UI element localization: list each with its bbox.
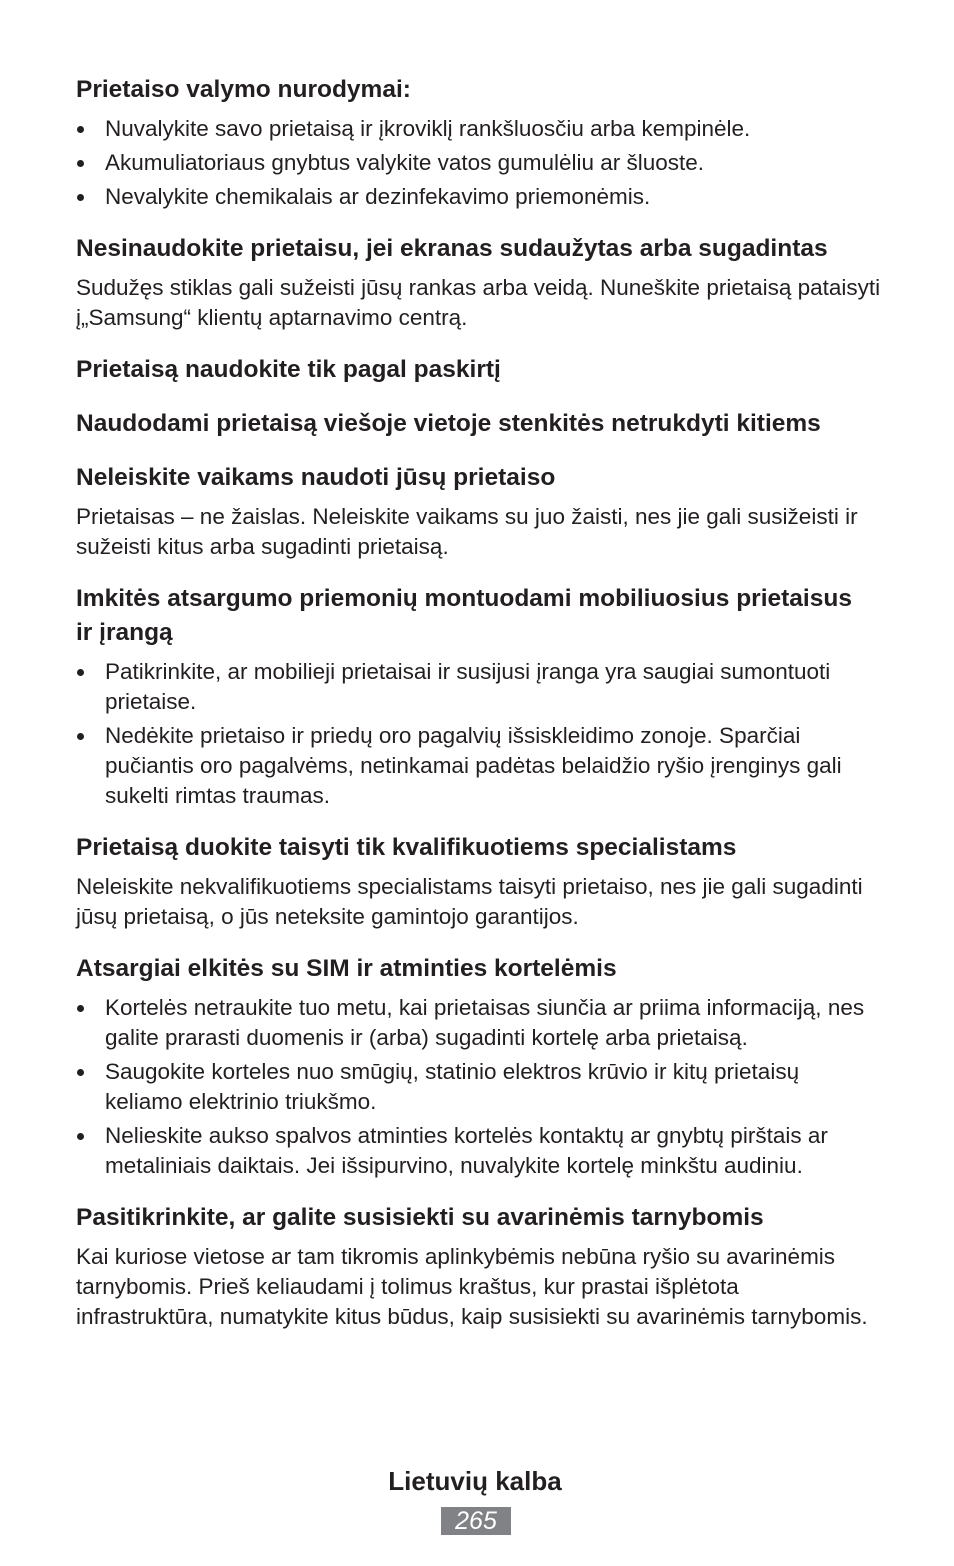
page-number: 265 [441,1507,511,1535]
footer-language-label: Lietuvių kalba [388,1466,562,1496]
list-item-text: pučiantis oro pagalvėms, netinkamai padėtas belaidžio ryšio įrenginys gali [105,753,842,778]
bullet-icon [77,1005,84,1012]
paragraph-line: tarnybomis. Prieš keliaudami į tolimus kraštus, kur prastai išplėtota [76,1274,739,1299]
paragraph-line: infrastruktūra, numatykite kitus būdus, kaip susisiekti su avarinėmis tarnybomis. [76,1304,868,1329]
document-page [76,73,936,1332]
list-item-text: metaliniais daiktais. Jei išsipurvino, nuvalykite kortelę minkštu audiniu. [105,1153,803,1178]
paragraph-line: sužeisti kitus arba sugadinti prietaisą. [76,534,449,559]
section-heading [76,1201,936,1235]
list-item-text: prietaise. [105,689,197,714]
section-cleaning-instructions [76,73,936,212]
list-item-text: Patikrinkite, ar mobilieji prietaisai ir susijusi įranga yra saugiai sumontuoti [105,659,831,684]
bullet-list [76,657,936,811]
paragraph-line: Prietaisas – ne žaislas. Neleiskite vaikams su juo žaisti, nes jie gali susižeisti ir [76,504,858,529]
bullet-icon [77,1133,84,1140]
list-item [76,182,936,212]
heading-line: Imkitės atsargumo priemonių montuodami mobiliuosius prietaisus [76,585,852,612]
section-mobile-installation [76,582,936,811]
paragraph-line: Kai kuriose vietose ar tam tikromis aplinkybėmis nebūna ryšio su avarinėmis [76,1244,836,1269]
heading-line: Prietaisą naudokite tik pagal paskirtį [76,356,501,383]
bullet-list [76,114,936,212]
list-item-text: galite prarasti duomenis ir (arba) sugadinti kortelę arba prietaisą. [105,1025,748,1050]
paragraph-line: Sudužęs stiklas gali sužeisti jūsų rankas arba veidą. Nuneškite prietaisą pataisyti [76,275,881,300]
list-item-text: Kortelės netraukite tuo metu, kai prietaisas siunčia ar priima informaciją, nes [105,995,865,1020]
section-heading [76,831,936,865]
section-qualified-repair [76,831,936,932]
list-item [76,1057,936,1117]
heading-line: Atsargiai elkitės su SIM ir atminties kortelėmis [76,955,617,982]
heading-line: Prietaisą duokite taisyti tik kvalifikuotiems specialistams [76,834,737,861]
paragraph-line: į„Samsung“ klientų aptarnavimo centrą. [76,305,468,330]
section-heading [76,952,936,986]
list-item [76,657,936,717]
section-paragraph [76,872,936,932]
paragraph-line: jūsų prietaisą, o jūs neteksite gamintojo garantijos. [76,904,579,929]
heading-line: Prietaiso valymo nurodymai: [76,76,411,103]
bullet-icon [77,1069,84,1076]
section-paragraph [76,1242,936,1332]
list-item-text: Nelieskite aukso spalvos atminties kortelės kontaktų ar gnybtų pirštais ar [105,1123,828,1148]
list-item-text: Saugokite korteles nuo smūgių, statinio elektros krūvio ir kitų prietaisų [105,1059,800,1084]
section-children [76,461,936,562]
section-heading [76,582,936,650]
bullet-icon [77,194,84,201]
section-public-places [76,407,936,441]
section-sim-memory-cards [76,952,936,1181]
heading-line: Pasitikrinkite, ar galite susisiekti su avarinėmis tarnybomis [76,1204,764,1231]
section-heading [76,232,936,266]
list-item-text: Nevalykite chemikalais ar dezinfekavimo priemonėmis. [105,184,651,209]
heading-line: Neleiskite vaikams naudoti jūsų prietaiso [76,464,556,491]
bullet-icon [77,126,84,133]
section-intended-use [76,353,936,387]
section-emergency-services [76,1201,936,1332]
section-broken-screen [76,232,936,333]
bullet-list [76,993,936,1181]
bullet-icon [77,160,84,167]
list-item-text: keliamo elektrinio triukšmo. [105,1089,377,1114]
heading-line: Naudodami prietaisą viešoje vietoje stenkitės netrukdyti kitiems [76,410,821,437]
heading-line: ir įrangą [76,619,173,646]
section-heading [76,353,936,387]
section-paragraph [76,502,936,562]
list-item-text: Nuvalykite savo prietaisą ir įkroviklį rankšluosčiu arba kempinėle. [105,116,751,141]
list-item-text: sukelti rimtas traumas. [105,783,331,808]
heading-line: Nesinaudokite prietaisu, jei ekranas sudaužytas arba sugadintas [76,235,828,262]
section-heading [76,407,936,441]
bullet-icon [77,733,84,740]
list-item-text: Akumuliatoriaus gnybtus valykite vatos gumulėliu ar šluoste. [105,150,705,175]
list-item-text: Nedėkite prietaiso ir priedų oro pagalvių išsiskleidimo zonoje. Sparčiai [105,723,801,748]
paragraph-line: Neleiskite nekvalifikuotiems specialistams taisyti prietaiso, nes jie gali sugadinti [76,874,863,899]
bullet-icon [77,669,84,676]
section-heading [76,73,936,107]
list-item [76,148,936,178]
list-item [76,993,936,1053]
list-item [76,721,936,811]
list-item [76,1121,936,1181]
section-paragraph [76,273,936,333]
section-heading [76,461,936,495]
list-item [76,114,936,144]
